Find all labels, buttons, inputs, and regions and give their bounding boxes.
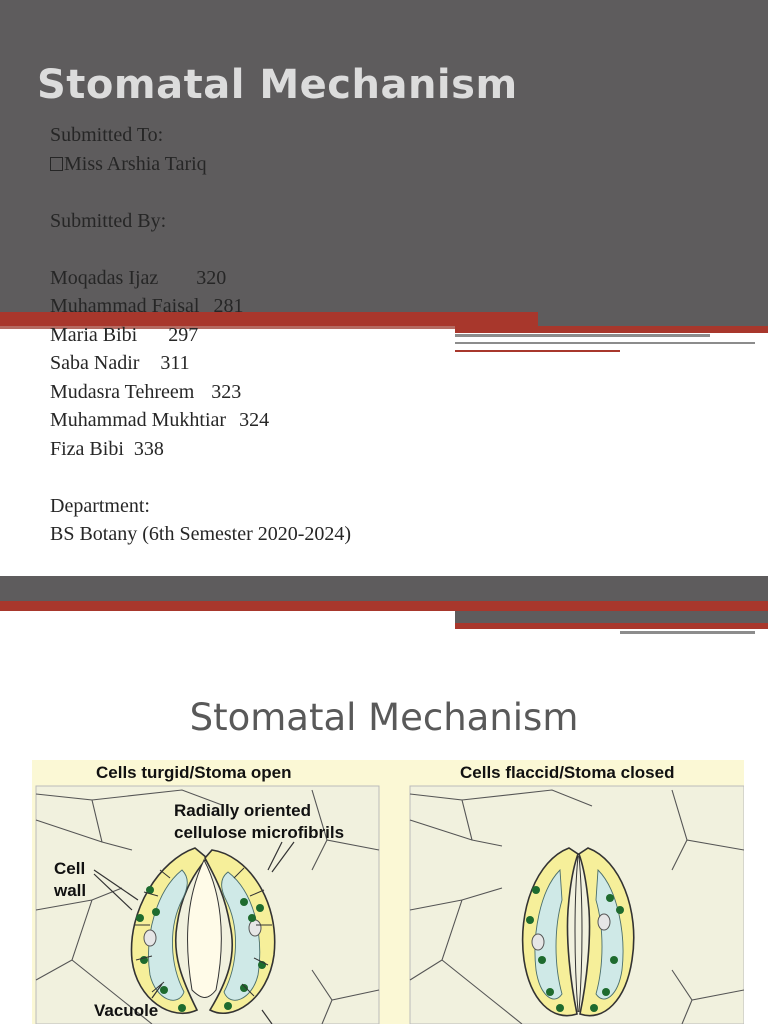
decor-band-gray-top [0, 576, 768, 601]
decor-band-line-5 [620, 631, 755, 634]
decor-band-line-4 [455, 623, 768, 629]
member-row [50, 406, 351, 435]
submitted-to-label: Submitted To: [50, 124, 164, 146]
member-roll: 311 [160, 352, 190, 374]
label-wall: wall [54, 881, 87, 900]
member-row [50, 378, 351, 407]
department-value: BS Botany (6th Semester 2020-2024) [50, 523, 352, 545]
member-roll: 281 [213, 295, 244, 317]
spacer [50, 463, 351, 492]
member-name: Moqadas Ijaz [50, 266, 159, 289]
decor-band-gray [538, 312, 768, 326]
label-fibrils-line2: cellulose microfibrils [174, 823, 345, 842]
decor-band-line-3 [455, 350, 620, 352]
teacher-line [50, 150, 351, 179]
department-label: Department: [50, 494, 150, 517]
heading-closed: Cells flaccid/Stoma closed [460, 763, 675, 782]
member-row [50, 435, 351, 464]
decor-band-gray-right [455, 611, 768, 623]
member-row [50, 264, 351, 293]
slide-title: Stomatal Mechanism [189, 696, 579, 739]
decor-band-red-top [0, 601, 768, 611]
member-name: Maria Bibi [50, 323, 138, 346]
closed-stoma-panel [410, 786, 744, 1024]
decor-band-line-1 [455, 334, 710, 337]
member-row [50, 292, 351, 321]
heading-open: Cells turgid/Stoma open [96, 763, 292, 782]
label-fibrils-line1: Radially oriented [174, 801, 311, 820]
member-roll: 338 [133, 437, 164, 460]
label-vacuole: Vacuole [94, 1001, 159, 1020]
member-row [50, 321, 351, 350]
member-name: Fiza Bibi [50, 437, 124, 460]
spacer [50, 235, 351, 264]
member-roll: 324 [239, 409, 270, 431]
member-row [50, 349, 351, 378]
decor-band-line-2 [455, 342, 755, 344]
content-slide [0, 640, 768, 1024]
open-stoma-panel [36, 786, 379, 1024]
slide-body [50, 121, 351, 549]
member-roll: 297 [168, 323, 199, 346]
member-name: Saba Nadir [50, 352, 140, 374]
teacher-name: Miss Arshia Tariq [64, 152, 207, 175]
member-name: Muhammad Faisal [50, 295, 200, 317]
label-cell: Cell [54, 859, 86, 878]
spacer [50, 178, 351, 207]
member-roll: 320 [196, 266, 227, 289]
submitted-by-label: Submitted By: [50, 209, 167, 232]
decor-band-red-right [455, 326, 768, 333]
member-name: Muhammad Mukhtiar [50, 409, 227, 431]
slide-title: Stomatal Mechanism [37, 62, 518, 108]
stomata-diagram [32, 760, 744, 1024]
checkbox-icon [50, 157, 63, 171]
member-name: Mudasra Tehreem [50, 380, 195, 403]
slide2-decor-strip [0, 576, 768, 640]
member-roll: 323 [211, 380, 242, 403]
